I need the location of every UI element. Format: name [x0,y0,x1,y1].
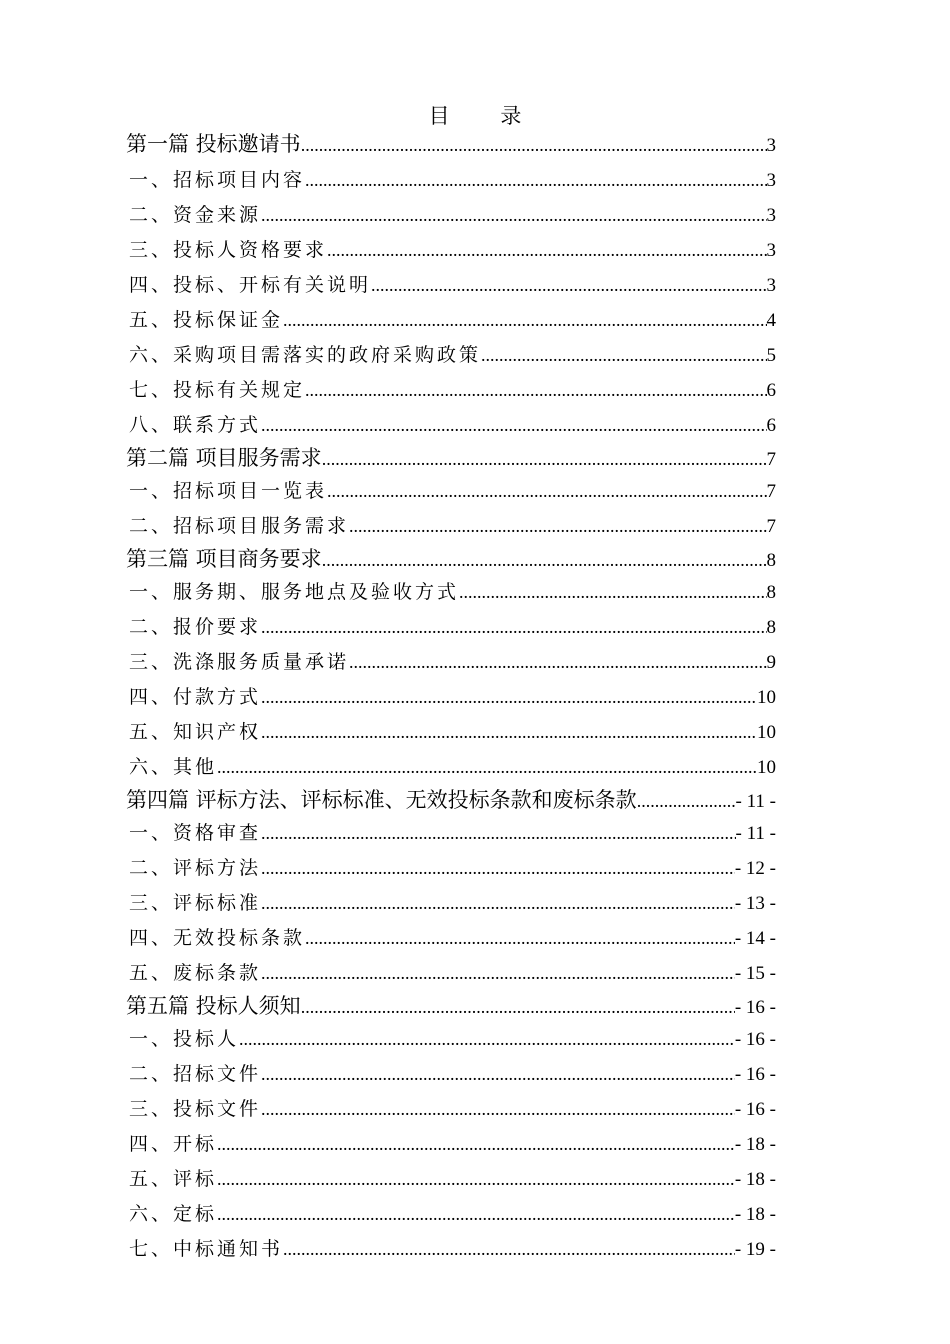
toc-leader-dots [261,408,766,443]
toc-leader-dots [322,545,767,575]
toc-leader-dots [239,1022,735,1057]
toc-entry[interactable] [126,816,776,851]
toc-leader-dots [305,163,766,198]
toc-leader-dots [459,575,766,610]
toc-entry[interactable] [126,163,776,198]
toc-entry-label: 第四篇 评标方法、评标标准、无效投标条款和废标条款 [126,788,637,812]
toc-leader-dots [301,127,767,163]
toc-leader-dots [217,1127,735,1162]
toc-entry-label: 第二篇 项目服务需求 [126,446,322,470]
toc-leader-dots [322,444,767,474]
toc-entry[interactable] [126,268,776,303]
toc-entry-label: 一、投标人 [129,1028,240,1050]
toc-entry-page: 5 [766,345,776,366]
toc-entry-label: 四、投标、开标有关说明 [129,274,372,296]
toc-leader-dots [261,198,766,233]
toc-leader-dots [349,645,766,680]
toc-leader-dots [283,1232,735,1267]
toc-leader-dots [327,474,766,509]
toc-entry-page: 9 [766,652,776,673]
toc-leader-dots [371,268,766,303]
toc-entry[interactable] [126,1127,776,1162]
toc-entry[interactable] [126,1092,776,1127]
toc-entry[interactable] [126,373,776,408]
toc-entry[interactable] [126,886,776,921]
toc-entry-page: 3 [766,275,776,296]
toc-entry-page: 7 [766,449,776,470]
toc-leader-dots [349,509,766,544]
toc-entry-page: - 16 - [734,1064,776,1085]
toc-entry[interactable] [126,233,776,268]
toc-entry[interactable] [126,509,776,544]
toc-entry-page: 7 [766,516,776,537]
toc-entry-page: 10 [757,687,776,708]
toc-entry[interactable] [126,1197,776,1232]
toc-entry-page: - 14 - [734,928,776,949]
toc-entry-label: 三、投标文件 [129,1098,262,1120]
toc-leader-dots [261,816,736,851]
toc-entry-page: - 11 - [735,791,776,812]
toc-entry[interactable] [126,1057,776,1092]
toc-leader-dots [261,1057,735,1092]
toc-entry-label: 第五篇 投标人须知 [126,994,301,1018]
toc-entry-page: - 16 - [734,997,776,1018]
toc-leader-dots [261,610,766,645]
toc-leader-dots [261,886,735,921]
toc-entry-page: 6 [766,415,776,436]
toc-leader-dots [217,1197,735,1232]
toc-entry-label: 四、无效投标条款 [129,927,306,949]
toc-leader-dots [637,786,736,816]
toc-entry-page: 3 [766,240,776,261]
toc-leader-dots [217,1162,735,1197]
toc-entry-page: - 11 - [735,823,776,844]
toc-entry[interactable] [126,610,776,645]
toc-entry[interactable] [126,851,776,886]
toc-entry-page: - 18 - [734,1204,776,1225]
toc-entry-label: 六、其他 [129,756,218,778]
toc-entry-label: 三、洗涤服务质量承诺 [129,651,350,673]
toc-entry-label: 二、报价要求 [129,616,262,638]
toc-entry-page: 8 [766,617,776,638]
toc-entry-page: 7 [766,481,776,502]
toc-entry-page: 3 [766,170,776,191]
toc-entry-page: - 18 - [734,1169,776,1190]
toc-entry[interactable] [126,1232,776,1267]
toc-leader-dots [261,715,757,750]
toc-entry[interactable] [126,303,776,338]
toc-entry[interactable] [126,443,776,474]
toc-entry[interactable] [126,338,776,373]
toc-entry-label: 五、投标保证金 [129,309,284,331]
toc-entry-label: 五、废标条款 [129,962,262,984]
toc-entry-page: 4 [766,310,776,331]
toc-entry[interactable] [126,408,776,443]
toc-entry[interactable] [126,680,776,715]
toc-entry-page: 10 [757,757,776,778]
toc-entry-label: 四、开标 [129,1133,218,1155]
toc-entry-page: - 16 - [734,1099,776,1120]
toc-entry[interactable] [126,474,776,509]
toc-entry[interactable] [126,785,776,816]
toc-leader-dots [305,921,735,956]
toc-entry-page: 3 [766,135,776,156]
toc-leader-dots [481,338,766,373]
toc-entry[interactable] [126,991,776,1022]
toc-entry-page: - 16 - [734,1029,776,1050]
toc-entry-label: 七、中标通知书 [129,1238,284,1260]
toc-entry-page: 10 [757,722,776,743]
toc-entry[interactable] [126,1162,776,1197]
toc-entry-label: 五、评标 [129,1168,218,1190]
toc-leader-dots [261,680,757,715]
toc-entry-page: 8 [766,550,776,571]
toc-entry-label: 第三篇 项目商务要求 [126,547,322,571]
toc-entry-label: 三、评标标准 [129,892,262,914]
toc-entry[interactable] [126,750,776,785]
toc-entry-label: 四、付款方式 [129,686,262,708]
toc-entry[interactable] [126,1022,776,1057]
table-of-contents [126,126,776,1267]
toc-entry-page: - 15 - [734,963,776,984]
toc-entry-label: 二、招标项目服务需求 [129,515,350,537]
toc-leader-dots [301,992,735,1022]
toc-entry-label: 六、采购项目需落实的政府采购政策 [129,344,482,366]
toc-leader-dots [305,373,766,408]
toc-entry-label: 七、投标有关规定 [129,379,306,401]
toc-entry-page: 6 [766,380,776,401]
toc-entry-page: 3 [766,205,776,226]
toc-entry[interactable] [126,956,776,991]
toc-entry[interactable] [126,126,776,163]
toc-entry[interactable] [126,715,776,750]
toc-leader-dots [283,303,766,338]
toc-entry[interactable] [126,575,776,610]
toc-leader-dots [261,1092,735,1127]
toc-entry-label: 一、服务期、服务地点及验收方式 [129,581,460,603]
toc-leader-dots [261,956,735,991]
toc-entry[interactable] [126,645,776,680]
toc-entry-label: 二、评标方法 [129,857,262,879]
toc-entry-label: 一、招标项目一览表 [129,480,328,502]
toc-entry-label: 八、联系方式 [129,414,262,436]
toc-entry-page: - 12 - [734,858,776,879]
page-title: 目 录 [428,104,544,128]
toc-entry[interactable] [126,198,776,233]
toc-entry-page: - 13 - [734,893,776,914]
toc-entry-label: 一、招标项目内容 [129,169,306,191]
toc-entry-label: 六、定标 [129,1203,218,1225]
toc-entry-label: 二、资金来源 [129,204,262,226]
toc-entry-label: 三、投标人资格要求 [129,239,328,261]
toc-entry[interactable] [126,544,776,575]
toc-entry-label: 第一篇 投标邀请书 [126,132,301,156]
toc-leader-dots [327,233,766,268]
toc-entry-label: 五、知识产权 [129,721,262,743]
toc-entry-label: 一、资格审查 [129,822,262,844]
toc-leader-dots [217,750,757,785]
toc-entry[interactable] [126,921,776,956]
toc-entry-page: - 18 - [734,1134,776,1155]
toc-entry-page: - 19 - [734,1239,776,1260]
toc-leader-dots [261,851,735,886]
toc-entry-page: 8 [766,582,776,603]
toc-entry-label: 二、招标文件 [129,1063,262,1085]
